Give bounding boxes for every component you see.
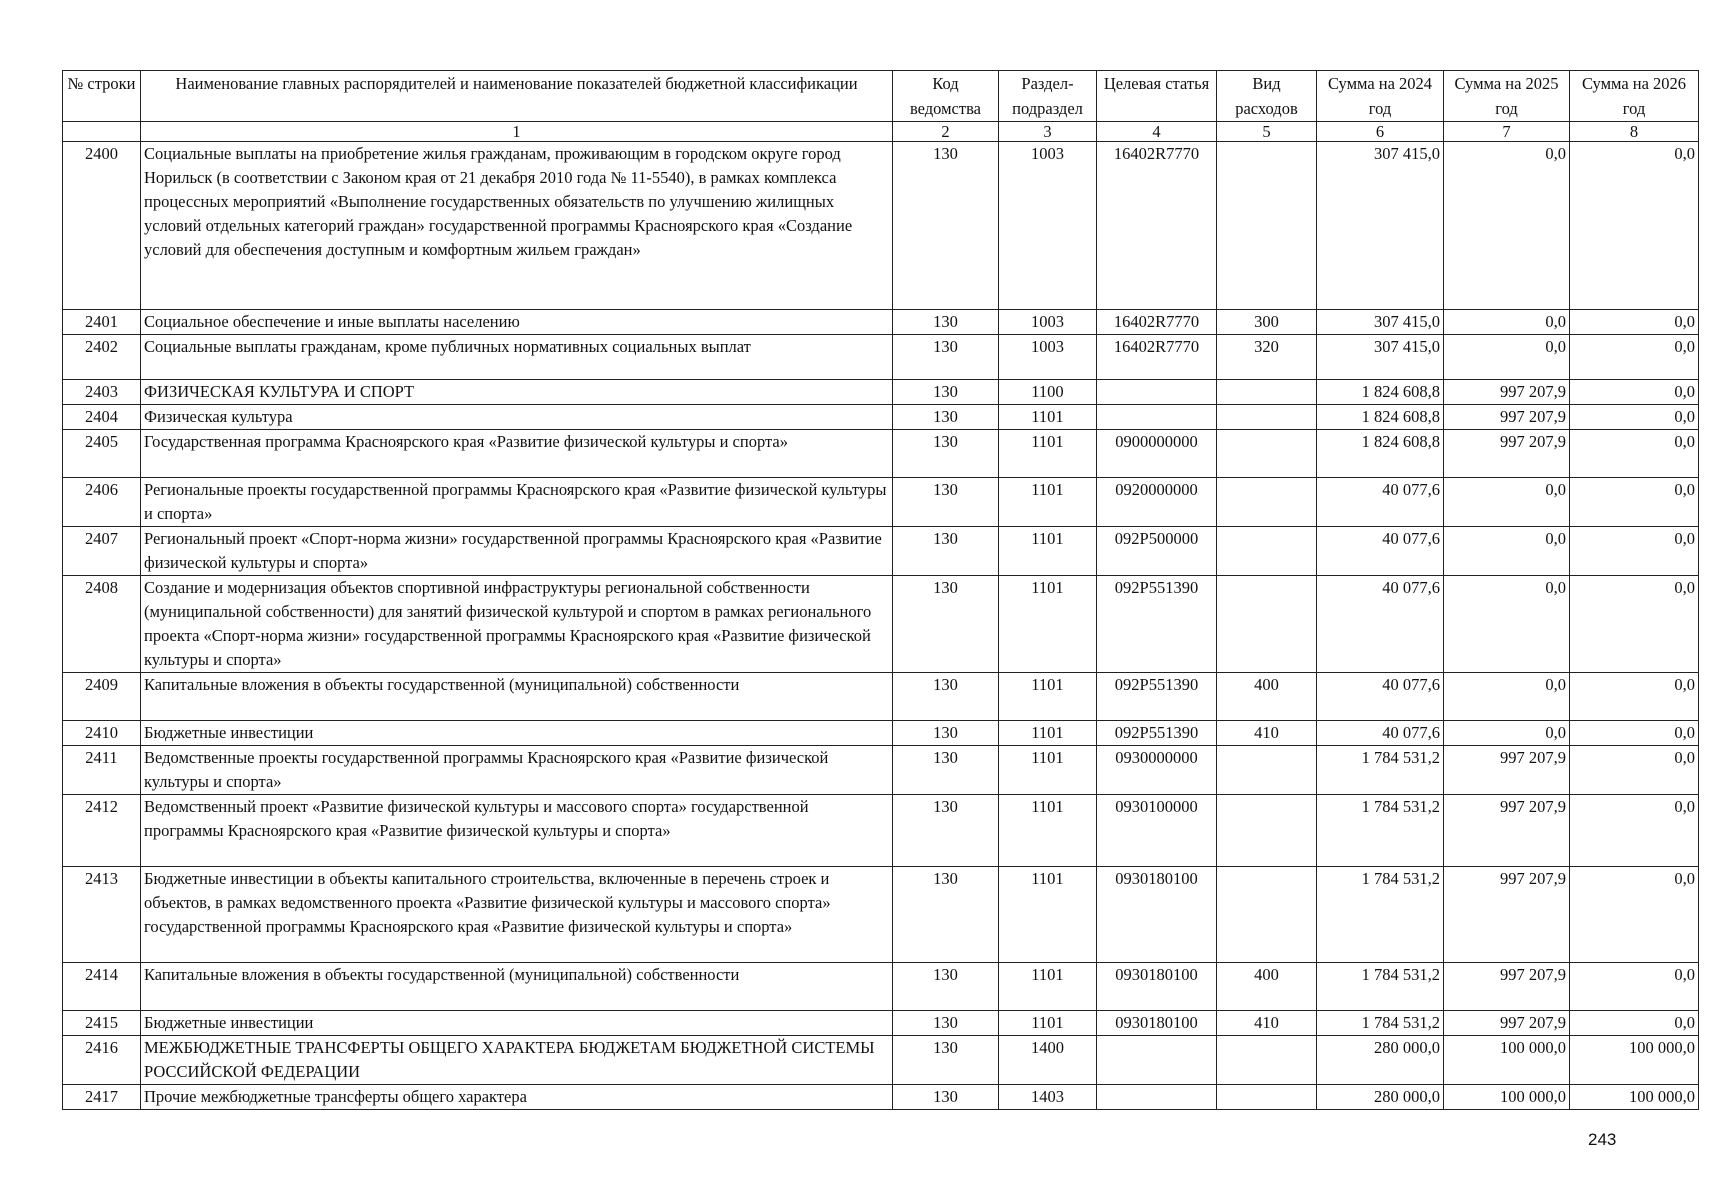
section-cell: 1101 [999, 430, 1097, 478]
expense-type-cell [1217, 1036, 1317, 1085]
target-cell: 092P551390 [1097, 576, 1217, 673]
sum-2025-cell: 0,0 [1444, 335, 1570, 380]
table-row [63, 721, 1699, 746]
header-sum-2026: Сумма на 2026 год [1570, 71, 1699, 122]
target-cell [1097, 1085, 1217, 1110]
row-name-cell: Бюджетные инвестиции [141, 721, 893, 746]
sum-2026-cell: 0,0 [1570, 335, 1699, 380]
header-section: Раздел-подраздел [999, 71, 1097, 122]
expense-type-cell: 400 [1217, 673, 1317, 721]
table-row [63, 430, 1699, 478]
section-cell: 1101 [999, 576, 1097, 673]
sum-2026-cell: 0,0 [1570, 746, 1699, 795]
table-row [63, 1011, 1699, 1036]
dept-code-cell: 130 [893, 867, 999, 963]
dept-code-cell: 130 [893, 335, 999, 380]
row-name-cell: Капитальные вложения в объекты государственной (муниципальной) собственности [141, 673, 893, 721]
dept-code-cell: 130 [893, 405, 999, 430]
budget-table [62, 70, 1699, 1110]
section-cell: 1003 [999, 142, 1097, 310]
sum-2025-cell: 997 207,9 [1444, 405, 1570, 430]
table-row [63, 405, 1699, 430]
target-cell: 0930180100 [1097, 867, 1217, 963]
sum-2026-cell: 100 000,0 [1570, 1036, 1699, 1085]
sum-2026-cell: 0,0 [1570, 721, 1699, 746]
section-cell: 1003 [999, 310, 1097, 335]
section-cell: 1400 [999, 1036, 1097, 1085]
target-cell: 092P551390 [1097, 673, 1217, 721]
section-cell: 1003 [999, 335, 1097, 380]
sum-2025-cell: 0,0 [1444, 310, 1570, 335]
sum-2025-cell: 0,0 [1444, 721, 1570, 746]
sum-2024-cell: 40 077,6 [1317, 721, 1444, 746]
sum-2024-cell: 307 415,0 [1317, 142, 1444, 310]
dept-code-cell: 130 [893, 478, 999, 527]
row-number-cell: 2416 [63, 1036, 141, 1085]
sum-2024-cell: 40 077,6 [1317, 478, 1444, 527]
sum-2025-cell: 100 000,0 [1444, 1085, 1570, 1110]
expense-type-cell [1217, 380, 1317, 405]
sum-2026-cell: 0,0 [1570, 867, 1699, 963]
sum-2026-cell: 0,0 [1570, 963, 1699, 1011]
row-name-cell: Ведомственный проект «Развитие физической культуры и массового спорта» государственной программы Красноярского края «Развитие физической культуры и спорта» [141, 795, 893, 867]
sum-2026-cell: 0,0 [1570, 576, 1699, 673]
table-row [63, 867, 1699, 963]
row-number-cell: 2408 [63, 576, 141, 673]
expense-type-cell [1217, 746, 1317, 795]
section-cell: 1101 [999, 478, 1097, 527]
dept-code-cell: 130 [893, 1085, 999, 1110]
section-cell: 1101 [999, 1011, 1097, 1036]
sum-2024-cell: 307 415,0 [1317, 335, 1444, 380]
sum-2024-cell: 1 784 531,2 [1317, 1011, 1444, 1036]
column-number: 2 [893, 122, 999, 142]
target-cell: 16402R7770 [1097, 142, 1217, 310]
target-cell: 0930000000 [1097, 746, 1217, 795]
target-cell: 092P551390 [1097, 721, 1217, 746]
sum-2026-cell: 0,0 [1570, 430, 1699, 478]
header-row [63, 71, 1699, 122]
sum-2024-cell: 40 077,6 [1317, 527, 1444, 576]
sum-2026-cell: 0,0 [1570, 405, 1699, 430]
row-number-cell: 2400 [63, 142, 141, 310]
header-row-no: № строки [63, 71, 141, 122]
sum-2025-cell: 100 000,0 [1444, 1036, 1570, 1085]
row-number-cell: 2409 [63, 673, 141, 721]
sum-2026-cell: 0,0 [1570, 142, 1699, 310]
table-row [63, 576, 1699, 673]
sum-2025-cell: 997 207,9 [1444, 867, 1570, 963]
row-name-cell: Социальное обеспечение и иные выплаты населению [141, 310, 893, 335]
sum-2026-cell: 0,0 [1570, 795, 1699, 867]
sum-2024-cell: 280 000,0 [1317, 1036, 1444, 1085]
sum-2026-cell: 0,0 [1570, 478, 1699, 527]
sum-2024-cell: 280 000,0 [1317, 1085, 1444, 1110]
row-name-cell: Региональный проект «Спорт-норма жизни» государственной программы Красноярского края «Развитие физической культуры и спорта» [141, 527, 893, 576]
row-name-cell: Региональные проекты государственной программы Красноярского края «Развитие физической культуры и спорта» [141, 478, 893, 527]
table-row [63, 746, 1699, 795]
expense-type-cell [1217, 795, 1317, 867]
row-number-cell: 2415 [63, 1011, 141, 1036]
row-number-cell: 2405 [63, 430, 141, 478]
row-name-cell: Физическая культура [141, 405, 893, 430]
sum-2024-cell: 40 077,6 [1317, 673, 1444, 721]
row-number-cell: 2411 [63, 746, 141, 795]
sum-2025-cell: 997 207,9 [1444, 1011, 1570, 1036]
dept-code-cell: 130 [893, 380, 999, 405]
column-number: 4 [1097, 122, 1217, 142]
dept-code-cell: 130 [893, 1036, 999, 1085]
target-cell [1097, 380, 1217, 405]
row-number-cell: 2402 [63, 335, 141, 380]
sum-2025-cell: 0,0 [1444, 576, 1570, 673]
section-cell: 1403 [999, 1085, 1097, 1110]
expense-type-cell: 400 [1217, 963, 1317, 1011]
section-cell: 1100 [999, 380, 1097, 405]
row-name-cell: Прочие межбюджетные трансферты общего характера [141, 1085, 893, 1110]
dept-code-cell: 130 [893, 963, 999, 1011]
expense-type-cell [1217, 867, 1317, 963]
table-row [63, 1085, 1699, 1110]
table-row [63, 963, 1699, 1011]
sum-2025-cell: 0,0 [1444, 673, 1570, 721]
sum-2026-cell: 0,0 [1570, 310, 1699, 335]
expense-type-cell [1217, 405, 1317, 430]
column-number: 1 [141, 122, 893, 142]
dept-code-cell: 130 [893, 746, 999, 795]
section-cell: 1101 [999, 867, 1097, 963]
header-expense-type: Вид расходов [1217, 71, 1317, 122]
table-row [63, 795, 1699, 867]
sum-2026-cell: 0,0 [1570, 527, 1699, 576]
row-number-cell: 2413 [63, 867, 141, 963]
expense-type-cell [1217, 527, 1317, 576]
column-number: 5 [1217, 122, 1317, 142]
target-cell: 0930180100 [1097, 1011, 1217, 1036]
row-number-cell: 2404 [63, 405, 141, 430]
sum-2024-cell: 1 784 531,2 [1317, 867, 1444, 963]
table-row [63, 673, 1699, 721]
expense-type-cell: 300 [1217, 310, 1317, 335]
expense-type-cell [1217, 142, 1317, 310]
target-cell: 16402R7770 [1097, 335, 1217, 380]
row-name-cell: Создание и модернизация объектов спортивной инфраструктуры региональной собственности (муниципальной собственности) для занятий физической культурой и спортом в рамках регионального проекта «Спорт-норма жизни» государственной программы Красноярского края «Развитие физической культуры и спорта» [141, 576, 893, 673]
sum-2025-cell: 997 207,9 [1444, 430, 1570, 478]
target-cell: 0930180100 [1097, 963, 1217, 1011]
sum-2024-cell: 1 784 531,2 [1317, 746, 1444, 795]
section-cell: 1101 [999, 721, 1097, 746]
row-name-cell: Социальные выплаты гражданам, кроме публичных нормативных социальных выплат [141, 335, 893, 380]
section-cell: 1101 [999, 746, 1097, 795]
column-number: 3 [999, 122, 1097, 142]
sum-2025-cell: 0,0 [1444, 478, 1570, 527]
column-number-blank [63, 122, 141, 142]
expense-type-cell: 320 [1217, 335, 1317, 380]
row-name-cell: Бюджетные инвестиции в объекты капитального строительства, включенные в перечень строек и объектов, в рамках ведомственного проекта «Развитие физической культуры и массового спорта» государственной программы Красноярского края «Развитие физической культуры и спорта» [141, 867, 893, 963]
sum-2024-cell: 1 824 608,8 [1317, 380, 1444, 405]
table-row [63, 527, 1699, 576]
sum-2024-cell: 1 784 531,2 [1317, 795, 1444, 867]
dept-code-cell: 130 [893, 310, 999, 335]
header-name: Наименование главных распорядителей и наименование показателей бюджетной классификации [141, 71, 893, 122]
target-cell [1097, 1036, 1217, 1085]
sum-2025-cell: 997 207,9 [1444, 963, 1570, 1011]
section-cell: 1101 [999, 795, 1097, 867]
dept-code-cell: 130 [893, 142, 999, 310]
row-name-cell: Бюджетные инвестиции [141, 1011, 893, 1036]
column-number: 7 [1444, 122, 1570, 142]
row-number-cell: 2412 [63, 795, 141, 867]
table-row [63, 142, 1699, 310]
header-target: Целевая статья [1097, 71, 1217, 122]
row-name-cell: МЕЖБЮДЖЕТНЫЕ ТРАНСФЕРТЫ ОБЩЕГО ХАРАКТЕРА БЮДЖЕТАМ БЮДЖЕТНОЙ СИСТЕМЫ РОССИЙСКОЙ ФЕДЕРАЦИИ [141, 1036, 893, 1085]
dept-code-cell: 130 [893, 576, 999, 673]
expense-type-cell [1217, 478, 1317, 527]
table-row [63, 1036, 1699, 1085]
section-cell: 1101 [999, 963, 1097, 1011]
sum-2025-cell: 0,0 [1444, 527, 1570, 576]
row-name-cell: ФИЗИЧЕСКАЯ КУЛЬТУРА И СПОРТ [141, 380, 893, 405]
target-cell: 0930100000 [1097, 795, 1217, 867]
header-sum-2025: Сумма на 2025 год [1444, 71, 1570, 122]
section-cell: 1101 [999, 673, 1097, 721]
table-row [63, 380, 1699, 405]
row-number-cell: 2406 [63, 478, 141, 527]
dept-code-cell: 130 [893, 1011, 999, 1036]
target-cell: 092P500000 [1097, 527, 1217, 576]
column-number-row [63, 122, 1699, 142]
row-number-cell: 2407 [63, 527, 141, 576]
header-sum-2024: Сумма на 2024 год [1317, 71, 1444, 122]
table-body [63, 142, 1699, 1110]
target-cell: 0920000000 [1097, 478, 1217, 527]
row-number-cell: 2417 [63, 1085, 141, 1110]
dept-code-cell: 130 [893, 430, 999, 478]
row-name-cell: Ведомственные проекты государственной программы Красноярского края «Развитие физической культуры и спорта» [141, 746, 893, 795]
row-number-cell: 2401 [63, 310, 141, 335]
dept-code-cell: 130 [893, 795, 999, 867]
table-row [63, 310, 1699, 335]
column-number: 6 [1317, 122, 1444, 142]
expense-type-cell [1217, 576, 1317, 673]
dept-code-cell: 130 [893, 673, 999, 721]
target-cell [1097, 405, 1217, 430]
row-name-cell: Социальные выплаты на приобретение жилья гражданам, проживающим в городском округе город Норильск (в соответствии с Законом края от 21 декабря 2010 года № 11-5540), в рамках комплекса процессных мероприятий «Выполнение государственных обязательств по улучшению жилищных условий отдельных категорий граждан» государственной программы Красноярского края «Создание условий для обеспечения доступным и комфортным жильем граждан» [141, 142, 893, 310]
budget-table-sheet [62, 70, 1695, 1110]
sum-2026-cell: 0,0 [1570, 380, 1699, 405]
sum-2026-cell: 0,0 [1570, 1011, 1699, 1036]
sum-2025-cell: 997 207,9 [1444, 795, 1570, 867]
row-number-cell: 2403 [63, 380, 141, 405]
table-row [63, 478, 1699, 527]
row-number-cell: 2414 [63, 963, 141, 1011]
header-dept-code: Код ведомства [893, 71, 999, 122]
section-cell: 1101 [999, 527, 1097, 576]
sum-2025-cell: 997 207,9 [1444, 746, 1570, 795]
row-name-cell: Капитальные вложения в объекты государственной (муниципальной) собственности [141, 963, 893, 1011]
dept-code-cell: 130 [893, 721, 999, 746]
sum-2024-cell: 40 077,6 [1317, 576, 1444, 673]
sum-2025-cell: 0,0 [1444, 142, 1570, 310]
sum-2026-cell: 100 000,0 [1570, 1085, 1699, 1110]
sum-2024-cell: 1 824 608,8 [1317, 430, 1444, 478]
dept-code-cell: 130 [893, 527, 999, 576]
expense-type-cell: 410 [1217, 721, 1317, 746]
expense-type-cell [1217, 430, 1317, 478]
expense-type-cell [1217, 1085, 1317, 1110]
target-cell: 0900000000 [1097, 430, 1217, 478]
expense-type-cell: 410 [1217, 1011, 1317, 1036]
sum-2024-cell: 1 784 531,2 [1317, 963, 1444, 1011]
target-cell: 16402R7770 [1097, 310, 1217, 335]
column-number: 8 [1570, 122, 1699, 142]
sum-2026-cell: 0,0 [1570, 673, 1699, 721]
table-row [63, 335, 1699, 380]
row-name-cell: Государственная программа Красноярского края «Развитие физической культуры и спорта» [141, 430, 893, 478]
page-number: 243 [1588, 1130, 1617, 1149]
sum-2025-cell: 997 207,9 [1444, 380, 1570, 405]
sum-2024-cell: 307 415,0 [1317, 310, 1444, 335]
row-number-cell: 2410 [63, 721, 141, 746]
sum-2024-cell: 1 824 608,8 [1317, 405, 1444, 430]
section-cell: 1101 [999, 405, 1097, 430]
